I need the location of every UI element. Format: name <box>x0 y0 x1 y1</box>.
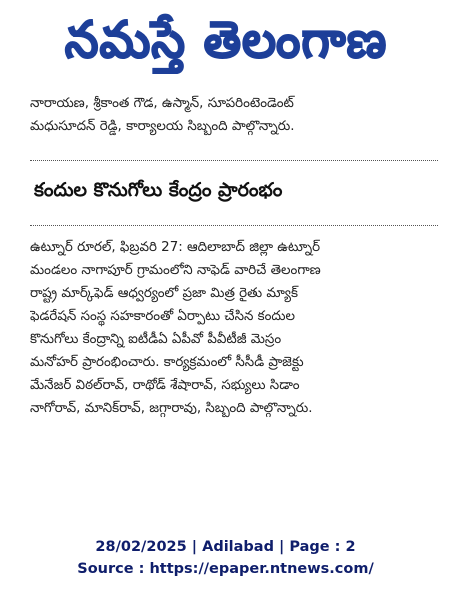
masthead <box>14 6 438 74</box>
snippet-line: నారాయణ, శ్రీకాంత గౌడ, ఉస్మాన్, సూపరింటెండెంట్ <box>30 96 294 111</box>
divider <box>30 225 438 226</box>
body-line: ఉట్నూర్ రూరల్, ఫిబ్రవరి 27: ఆదిలాబాద్ జిల్లా ఉట్నూర్ <box>30 240 321 255</box>
article-headline: కందుల కొనుగోలు కేంద్రం ప్రారంభం <box>34 179 283 201</box>
divider <box>30 160 438 161</box>
dateline: 28/02/2025 | Adilabad | Page : 2 <box>95 539 356 555</box>
masthead-title: నమస్తే తెలంగాణ <box>64 10 388 70</box>
body-line: మేనేజర్ విఠల్‌రావ్, రాథోడ్ శేషారావ్, సభ్యులు సిడాం <box>30 378 300 393</box>
body-line: రాష్ట్ర మార్క్‌ఫెడ్ ఆధ్వర్యంలో ప్రజా మిత్ర రైతు మ్యాక్ <box>30 286 298 301</box>
snippet-line: మధుసూదన్ రెడ్డి, కార్యాలయ సిబ్బంది పాల్గొన్నారు. <box>30 119 295 134</box>
body-line: కొనుగోలు కేంద్రాన్ని ఐటీడీఏ ఏపీవో పీవీటీజీ మెస్రం <box>30 332 282 347</box>
article-body <box>30 236 435 420</box>
body-line: ఫెడరేషన్ సంస్థ సహకారంతో ఏర్పాటు చేసిన కందుల <box>30 309 296 324</box>
source-link[interactable]: Source : https://epaper.ntnews.com/ <box>77 561 374 577</box>
previous-article-snippet <box>30 92 435 138</box>
body-line: మండలం నాగాపూర్ గ్రామంలోని నాఫెడ్ వారిచే తెలంగాణ <box>30 263 321 278</box>
body-line: నాగోరావ్, మానిక్‌రావ్, జగ్గారావు, సిబ్బంది పాల్గొన్నారు. <box>30 401 313 416</box>
source-footer <box>0 536 451 580</box>
body-line: మనోహర్ ప్రారంభించారు. కార్యక్రమంలో సీసీడీ ప్రాజెక్టు <box>30 355 304 370</box>
